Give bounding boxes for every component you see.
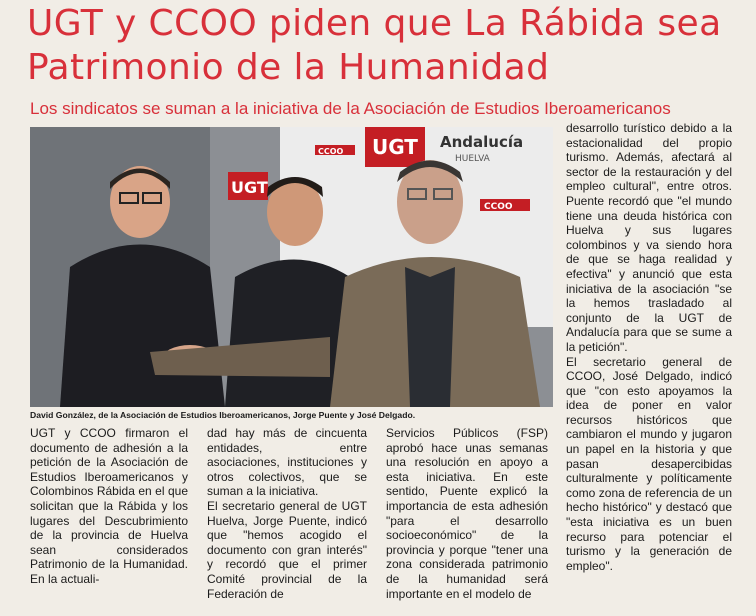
photo-illustration: [30, 127, 553, 407]
banner-ugt-logo: UGT: [372, 135, 418, 159]
article-column-3: [386, 426, 548, 601]
news-photo: [30, 127, 553, 407]
banner-ccoo-logo-2: CCOO: [484, 202, 513, 212]
paragraph: Servicios Públicos (FSP) aprobó hace unas semanas una resolución en apoyo a esta iniciativa. En este sentido, Puente explicó la importancia de esta adhesión "para el desarrollo socioeconómico" de la provincia y porque "tener una zona considerada patrimonio de la humanidad será importante en el modelo de: [386, 426, 548, 601]
banner-city-text: HUELVA: [455, 154, 490, 164]
banner-ugt-logo-2: UGT: [231, 178, 268, 197]
article-column-1: [30, 426, 188, 587]
paragraph: desarrollo turístico debido a la estacionalidad del propio turismo. Además, afectará al sector de la restauración y del empleo cultural", entre otros. Puente recordó que "el mundo tiene una deuda histórica con Huelva y sus lugares colombinos y va siendo hora de que se haga realidad y efectiva" y anunció que esta iniciativa de la asociación "se la hemos trasladado al conjunto de la UGT de Andalucía para que se sume a la petición".: [566, 121, 732, 354]
banner-region-text: Andalucía: [440, 133, 524, 151]
photo-caption: David González, de la Asociación de Estudios Iberoamericanos, Jorge Puente y José Delgado.: [30, 410, 416, 420]
paragraph: El secretario general de CCOO, José Delgado, indicó que "con esto apoyamos la idea de poner en valor recursos históricos que cambiaron el mundo y jugaron un papel en la historia y que pasan desapercibidas culturalmente y políticamente como zona de referencia de un hecho histórico" y destacó que "esta iniciativa es un buen recurso para potenciar el turismo y la generación de empleo".: [566, 354, 732, 573]
subheadline: Los sindicatos se suman a la iniciativa de la Asociación de Estudios Iberoamericanos: [30, 99, 671, 118]
banner-ccoo-logo-1: CCOO: [318, 147, 344, 156]
article-column-4: [566, 121, 732, 573]
headline: UGT y CCOO piden que La Rábida sea Patrimonio de la Humanidad: [27, 3, 722, 88]
paragraph: UGT y CCOO firmaron el documento de adhesión a la petición de la Asociación de Estudios Iberoamericanos y Colombinos Rábida en el que solicitan que la Rábida y los lugares del Descubrimiento de la provincia de Huelva sean considerados Patrimonio de la Humanidad. En la actuali-: [30, 426, 188, 586]
paragraph: dad hay más de cincuenta entidades, entre asociaciones, instituciones y otros colectivos, que se suman a la iniciativa.: [207, 426, 367, 499]
article-column-2: [207, 426, 367, 601]
paragraph: El secretario general de UGT Huelva, Jorge Puente, indicó que "hemos acogido el documento con gran interés" y recordó que el primer Comité provincial de la Federación de: [207, 498, 367, 601]
